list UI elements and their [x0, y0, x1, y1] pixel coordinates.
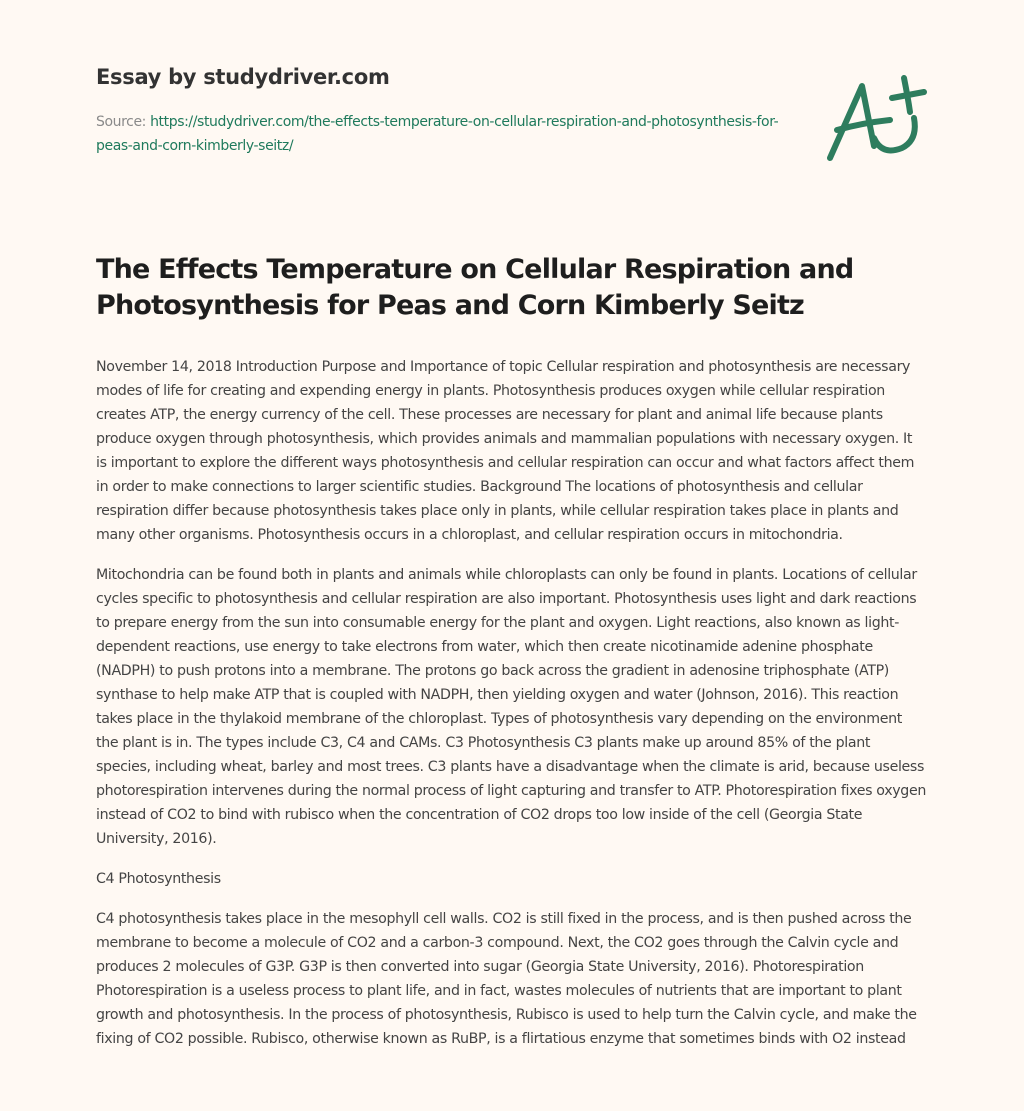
section-heading-c4: C4 Photosynthesis	[96, 871, 221, 887]
source-label: Source:	[96, 114, 151, 130]
paragraph-introduction: November 14, 2018 Introduction Purpose and Importance of topic Cellular respiration and photosynthesis are necessary modes of life for creating and expending energy in plants. Photosynthesis produces oxygen while cellular respiration creates ATP, the energy currency of the cell. These processes are necessary for plant and animal life because plants produce oxygen through photosynthesis, which provides animals and mammalian populations with necessary oxygen. It is important to explore the different ways photosynthesis and cellular respiration can occur and what factors affect them in order to make connections to larger scientific studies. Background The locations of photosynthesis and cellular respiration differ because photosynthesis takes place only in plants, while cellular respiration takes place in plants and many other organisms. Photosynthesis occurs in a chloroplast, and cellular respiration occurs in mitochondria.	[96, 359, 915, 543]
paragraph-c4-photosynthesis: C4 photosynthesis takes place in the mesophyll cell walls. CO2 is still fixed in the process, and is then pushed across the membrane to become a molecule of CO2 and a carbon-3 compound. Next, the CO2 goes through the Calvin cycle and produces 2 molecules of G3P. G3P is then converted into sugar (Georgia State University, 2016). Photorespiration Photorespiration is a useless process to plant life, and in fact, wastes molecules of nutrients that are important to plant growth and photosynthesis. In the process of photosynthesis, Rubisco is used to help turn the Calvin cycle, and make the fixing of CO2 possible. Rubisco, otherwise known as RuBP, is a flirtatious enzyme that sometimes binds with O2 instead	[96, 911, 917, 1047]
source-line	[96, 110, 796, 158]
page-header	[96, 62, 796, 158]
paragraph-mitochondria: Mitochondria can be found both in plants and animals while chloroplasts can only be found in plants. Locations of cellular cycles specific to photosynthesis and cellular respiration are also important. Photosynthesis uses light and dark reactions to prepare energy from the sun into consumable energy for the plant and oxygen. Light reactions, also known as light-dependent reactions, use energy to take electrons from water, which then create nicotinamide adenine phosphate (NADPH) to push protons into a membrane. The protons go back across the gradient in adenosine triphosphate (ATP) synthase to help make ATP that is coupled with NADPH, then yielding oxygen and water (Johnson, 2016). This reaction takes place in the thylakoid membrane of the chloroplast. Types of photosynthesis vary depending on the environment the plant is in. The types include C3, C4 and CAMs. C3 Photosynthesis C3 plants make up around 85% of the plant species, including wheat, barley and most trees. C3 plants have a disadvantage when the climate is arid, because useless photorespiration intervenes during the normal process of light capturing and transfer to ATP. Photorespiration fixes oxygen instead of CO2 to bind with rubisco when the concentration of CO2 drops too low inside of the cell (Georgia State University, 2016).	[96, 567, 926, 847]
article-title: The Effects Temperature on Cellular Respiration and Photosynthesis for Peas and Corn Kimberly Seitz	[96, 254, 854, 321]
brand-title: Essay by studydriver.com	[96, 65, 390, 89]
article-body	[96, 355, 926, 1067]
source-link[interactable]: https://studydriver.com/the-effects-temperature-on-cellular-respiration-and-photosynthesis-for-peas-and-corn-kimberly-seitz/	[96, 114, 779, 154]
a-plus-grade-icon	[822, 68, 932, 168]
